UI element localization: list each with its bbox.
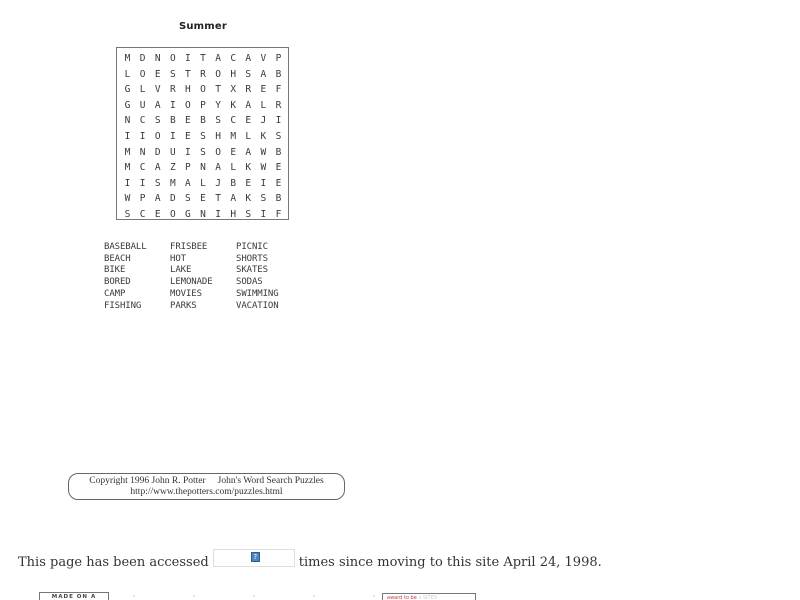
grid-cell: D [139,53,146,64]
word-item: SHORTS [236,253,268,264]
grid-cell: O [169,53,176,64]
grid-cell: N [200,162,206,174]
grid-cell: I [124,177,131,189]
grid-cell: W [260,146,267,158]
grid-cell: I [169,99,176,111]
word-column [104,242,170,312]
grid-cell: V [260,53,267,64]
grid-cell: B [230,177,237,189]
grid-cell: N [154,53,161,64]
grid-cell: B [275,146,282,158]
access-text-after: times since moving to this site April 24, 1998. [298,554,602,570]
access-counter-line [18,553,602,571]
grid-cell: K [245,193,252,205]
word-item: SWIMMING [236,288,279,299]
word-item: BEACH [104,253,131,264]
grid-cell: X [230,84,237,96]
grid-cell: S [215,115,221,127]
grid-cell: W [124,193,131,205]
grid-cell: J [260,115,267,127]
copyright-owner: Copyright 1996 John R. Potter [89,476,206,486]
grid-cell: E [185,115,191,127]
grid-cell: A [154,162,161,174]
grid-cell: O [169,208,176,220]
word-item: CAMP [104,288,126,299]
grid-cell: V [154,84,161,96]
grid-cell: O [139,68,146,80]
grid-cell: K [230,99,237,111]
copyright-line-1 [69,476,344,487]
broken-image-icon: ? [251,552,260,562]
grid-cell: T [215,193,221,205]
grid-cell: S [185,193,191,205]
word-item: SKATES [236,265,268,276]
grid-cell: L [260,99,267,111]
word-item: PICNIC [236,242,268,252]
word-item: BASEBALL [104,242,147,252]
grid-cell: O [200,84,206,96]
copyright-site-name: John's Word Search Puzzles [217,476,324,486]
grid-cell: E [275,162,282,174]
grid-cell: D [169,193,176,205]
grid-cell: I [185,53,191,64]
grid-cell: H [215,130,221,142]
puzzle-title: Summer [178,21,228,32]
grid-cell: B [275,193,282,205]
word-item: SODAS [236,277,263,288]
access-text-before: This page has been accessed [18,554,209,570]
grid-cell: G [124,84,131,96]
grid-cell: E [245,177,252,189]
grid-cell: E [275,177,282,189]
grid-cell: I [260,177,267,189]
grid-cell: K [245,162,252,174]
dot [313,595,315,597]
word-item: HOT [170,253,186,264]
word-item: LEMONADE [170,277,213,288]
grid-cell: N [139,146,146,158]
word-item: BIKE [104,265,126,276]
grid-cell: A [215,162,221,174]
grid-cell: I [275,115,282,127]
word-item: FRISBEE [170,242,208,252]
grid-cell: O [215,146,221,158]
grid-cell: Y [215,99,221,111]
grid-cell: E [260,84,267,96]
dot [253,595,255,597]
grid-row [120,51,286,67]
grid-cell: M [124,162,131,174]
grid-cell: Z [169,162,176,174]
grid-cell: M [169,177,176,189]
grid-cell: I [215,208,221,220]
grid-cell: L [139,84,146,96]
grid-cell: U [169,146,176,158]
grid-cell: C [230,115,237,127]
grid-cell: L [245,130,252,142]
grid-cell: L [124,68,131,80]
grid-cell: A [230,193,237,205]
grid-cell: R [169,84,176,96]
grid-cell: S [245,68,252,80]
grid-cell: G [124,99,131,111]
grid-cell: N [124,115,131,127]
grid-cell: H [230,68,237,80]
grid-cell: M [124,146,131,158]
copyright-box [68,473,345,500]
grid-cell: I [169,130,176,142]
grid-cell: B [275,68,282,80]
grid-cell: T [185,68,191,80]
grid-cell: A [260,68,267,80]
grid-cell: A [245,146,252,158]
grid-cell: G [185,208,191,220]
grid-cell: C [230,53,237,64]
grid-cell: W [260,162,267,174]
dot [373,595,375,597]
grid-row [120,176,286,192]
grid-cell: A [245,99,252,111]
grid-cell: P [200,99,206,111]
grid-cell: C [139,162,146,174]
grid-cell: M [230,130,237,142]
grid-cell: F [275,84,282,96]
grid-cell: C [139,208,146,220]
grid-cell: S [275,130,282,142]
grid-cell: S [245,208,252,220]
grid-cell: A [245,53,252,64]
grid-cell: A [154,99,161,111]
word-item: FISHING [104,300,142,311]
grid-cell: M [124,53,131,64]
grid-cell: E [230,146,237,158]
grid-cell: K [260,130,267,142]
grid-cell: P [275,53,282,64]
grid-cell: D [154,146,161,158]
grid-row [120,82,286,98]
hit-counter-image [213,549,295,567]
grid-cell: S [169,68,176,80]
grid-cell: A [154,193,161,205]
grid-row [120,129,286,145]
word-item: LAKE [170,265,192,276]
grid-cell: S [200,130,206,142]
dot [133,595,135,597]
grid-cell: B [169,115,176,127]
grid-cell: O [215,68,221,80]
grid-cell: T [200,53,206,64]
grid-cell: R [275,99,282,111]
grid-cell: I [124,130,131,142]
word-column [236,242,306,312]
grid-cell: B [200,115,206,127]
award-faded-text: s SITES [418,595,438,600]
grid-cell: S [260,193,267,205]
grid-row [120,145,286,161]
copyright-url[interactable]: http://www.thepotters.com/puzzles.html [130,487,283,497]
grid-cell: S [200,146,206,158]
grid-cell: T [215,84,221,96]
grid-row [120,113,286,129]
grid-cell: F [275,208,282,220]
grid-cell: I [260,208,267,220]
grid-cell: H [185,84,191,96]
grid-cell: E [185,130,191,142]
grid-cell: P [139,193,146,205]
grid-row [120,207,286,223]
grid-cell: L [200,177,206,189]
award-badge[interactable] [382,593,476,600]
grid-cell: A [215,53,221,64]
grid-cell: E [200,193,206,205]
grid-cell: S [124,208,131,220]
grid-row [120,98,286,114]
grid-cell: E [245,115,252,127]
grid-cell: N [200,208,206,220]
grid-cell: U [139,99,146,111]
grid-cell: L [230,162,237,174]
grid-cell: H [230,208,237,220]
grid-cell: J [215,177,221,189]
grid-cell: O [185,99,191,111]
grid-cell: R [245,84,252,96]
dot [193,595,195,597]
grid-cell: S [154,177,161,189]
word-item: VACATION [236,300,279,311]
grid-cell: E [154,68,161,80]
word-column [170,242,236,312]
grid-cell: S [154,115,161,127]
made-on-badge[interactable]: MADE ON A [39,592,109,600]
grid-cell: C [139,115,146,127]
grid-cell: I [139,177,146,189]
word-item: PARKS [170,300,197,311]
grid-row [120,160,286,176]
grid-cell: P [185,162,191,174]
grid-cell: R [200,68,206,80]
grid-row [120,191,286,207]
grid-cell: A [185,177,191,189]
grid-cell: O [154,130,161,142]
grid-cell: I [139,130,146,142]
word-item: MOVIES [170,288,202,299]
award-text: award to be [387,595,417,600]
letter-grid [116,47,289,220]
grid-cell: E [154,208,161,220]
word-list [104,242,306,312]
grid-row [120,67,286,83]
grid-cell: I [185,146,191,158]
word-item: BORED [104,277,131,288]
